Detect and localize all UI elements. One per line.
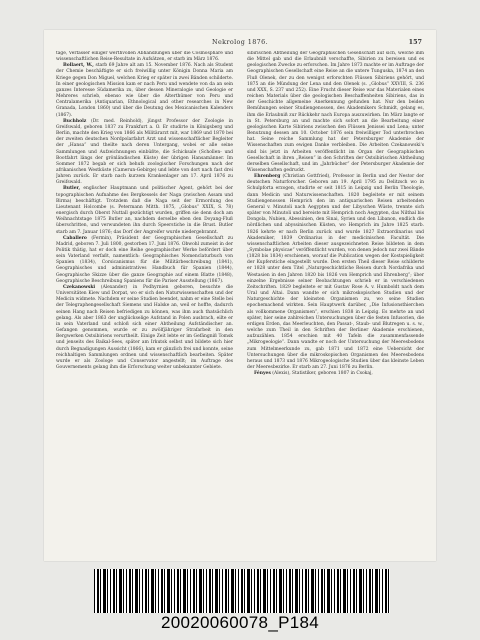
entry-paragraph: [56, 63, 233, 118]
entry-head: Caballero: [63, 235, 87, 241]
entry-paragraph: [56, 51, 233, 63]
entry-head: Bollaert, W.,: [63, 63, 94, 69]
entry-text: (Christian Gottfried), Professor in Berlin und der Nestor der deutschen Naturforscher. Geboren am 19. April 1795 zu Delitzsch wo in Schulpforta erzogen, studirte er seit 1815 in Leipzig und Berlin Theologie, dann Medicin und Naturwissenschaften. 1820 begleitete er mit seinem Studiengenossen Hemprich den im antiquarischen Reisen arbeitenden General v. Minutoli nach Aegypten und der Libyschen Wüste, trennte sich später von Minutoli und bereiste mit Hemprich noch Aegypten, das Nilthal bis Dongola, Nubien, Abessinien, den Sinai, Syrien und den Libanon, endlich die nördlichen und abyssinischen Küsten, wo Hemprich im Jahre 1825 starb. 1826 kehrte er nach Berlin zurück und wurde 1827 Extraordinarius und Akademiker, 1839 Ordinarius in der medicinischen Facultät. Die wissenschaftlichen Arbeiten dieser ausgezeichneten Reise bildeten in dem „Symbolae physicae“ veröffentlicht wurden, von denen jedoch nur zwei Bände (1828 bis 1834) erschienen, worauf die Publication wegen der Kostspieligkeit der Kupferstiche eingestellt wurde. Den ersten Theil dieser Reise schilderte er 1828 unter dem Titel „Naturgeschichtliche Reisen durch Nordafrika und Westasien in den Jahren 1820 bis 1826 von Hemprich und Ehrenberg“; über einzelne Ergebnisse seiner Beobachtungen schrieb er in verschiedenen Zeitschriften. 1829 begleitete er mit Gustav Rose A. v. Humboldt nach dem Ural und Altai. Dann wandte er sich mikroskopischen Studien und der Naturgeschichte der kleinsten Organismen zu, wo seine Studien epochemachend wirkten. Sein Hauptwerk darüber, „Die Infusionsthierchen als vollkommene Organismen“, erschien 1838 in Leipzig. Es mehrte an und später, hier seine zahlreichen Untersuchungen über die festen Infusorien, die erdigen Erden, das Meerleuchten, den Passat-, Staub- und Blutregen u. s. w., welche zum Theil in den Schriften der Berliner Akademie erschienen, aufzuzählen. 1854 erschien mit 40 Tafeln die zusammenfassende „Mikrogeologie“. Dann wandte er noch der Untersuchung der Meeresbodens zum Mittelmeerkunde zu, gab 1871 und 1872 eine Uebersicht der Untersuchungen über die mikroskopischen Organismen des Meeresbodens heraus und 1873 und 1876 Mikrogeologische Studien über das kleinste Leben der Meeresbezirke. Er starb am 27. Juni 1876 zu Berlin.: [247, 174, 424, 370]
entry-paragraph: [56, 236, 233, 285]
entry-paragraph: [56, 285, 233, 371]
running-title: Nekrolog 1876.: [211, 38, 269, 46]
page-number: 157: [408, 38, 422, 46]
entry-head: Ehrenberg: [254, 174, 281, 180]
entry-text: starb 69 Jahre alt am 15. November 1876. Nach als Student der Chemie beschäftigte er sich freiwillig unter Königin Donna Maria am Kriege gegen Don Miguel, welchen Krieg er später in zwei Bänden schilderte. In einer geologischen Mission kam er nach Peru und wendete von da an sein ganzes Interesse Südamerika zu, über dessen Mineralogie und Geologie er Mehreres schrieb, ebenso wie über die Alterthümer von Peru und Centralamerika (Antiquarian, Ethnological and other researches in New Granada, London 1860) und über die Deutung des Mexicanischen Kalenders (1867).: [56, 63, 233, 118]
barcode-label: 20020060078_P184: [161, 613, 319, 632]
entry-head: Butler,: [63, 186, 81, 192]
entry-paragraph: [247, 174, 424, 371]
right-column: [247, 51, 424, 555]
entry-text: sibirischen Abtheilung der Geographischen Gesellschaft auf sich, welche ihm die Mittel gab und die Erlaubniß verschaffte, Sibirien zu bereisen und es geologischen Zwecke zu erforschen. Im Jahre 1873 machte er im Auftrage der Geographischen Gesellschaft eine Reise an die untere Tunguska, 1874 an den Fluß Olenek, der zu den wenigst erforschten Flüssen Sibiriens gehört, und 1875 an die Mündung der Lena und den Olenek (s. „Globus“ XXVIII, S. 236 und XXX, S. 237 und 252). Eine Frucht dieser Reise war das Materialen eines reichen Materials über die geologischen Beschaffenheiten Sibiriens, das in der Geschichte allgemeine Anerkennung gefunden hat. Nur den beiden Bemühungen seiner Studiengenossen, des Akademikers Schmidt, gelang es, ihm die Erlaubniß zur Rückkehr nach Europa auszuwirken. Im März langte er in St. Petersburg an und machte sich sofort an die Bearbeitung einer geologischen Karte Sibiriens zwischen den Flüssen Jenissei und Lena; unter Benutzung dessen am 10. October 1876 sein freiwilliger Tod unterbrochen hat. Seine reiche Sammlung hat der Petersburger Akademie der Wissenschaften zum ewigen Danke verbleiben. Die Arbeiten Czekanowski's sind bis jetzt in Arbeiten veröffentlicht im Organ der Geographischen Gesellschaft in ihren „Reisen“ in den Schriften der Ostsibirischen Abtheilung derselben Gesellschaft, und im „Jahrbücher“ der Petersburger Akademie der Wissenschaften gedruckt.: [247, 51, 424, 173]
entry-text: (Dr. med. Reinhold), jüngst Professor der Zoologie in Greifswald, geboren 1837 zu Frankfurt a. O. Er studirte in Königsberg und Berlin, machte den Krieg von 1866 als Militärarzt mit, war 1869 und 1870 bei der zweiten deutschen Nordpolarfahrt Arzt und wissenschaftlicher Begleiter der „Hansa“ und theilte nach deren Untergang, wobei er alle seine Sammlungen und Aufzeichnungen einbüßte, die Schicksale (Schollen- und Bootfahrt längs der grönländischen Küste) der übrigen Hansamänner. Im Sommer 1872 begab er sich behufs zoologischer Forschungen nach der afrikanischen Westküste (Camerun-Gebirge) und lebte von dort nach fast drei Jahren zurück. Er starb nach kurzem Krankenlager am 17. April 1876 zu Greifswald.: [56, 118, 233, 186]
barcode: [94, 569, 390, 613]
entry-head: Fényes: [254, 371, 271, 377]
running-header: [44, 36, 436, 48]
entry-head: Buchholz: [63, 118, 87, 124]
entry-head: Czekanowski: [63, 284, 96, 290]
entry-text: (Alexander) in Podhyrnien geboren, besuchte die Universitäten Kiew und Dorpat, wo er sich den Naturwissenschaften und der Medicin widmete. Nachdem er seine Studien beendet, nahm er eine Stelle bei der Telegraphengesellschaft Siemens und Halske an, weil er hoffte, dadurch seinen Hang nach Reisen befriedigen zu können, was ihm auch thatsächlich gelang. Als aber 1863 der unglückselige Aufstand in Polen ausbrach, eilte er in sein Vaterland und schloß sich einer Abtheilung Aufständischer an. Gefangen genommen, wurde er zu zwölfjähriger Strafarbeit in den Bergwerken Ostsibiriens verurtheilt. Einige Zeit lebte er im Gefängniß Tomsk und jenseits des Baikal-Sees, später am Irkutsk selbst und bildete sich hier durch Begnadigungen Aussicht (1866), kam er gänzlich frei und konnte, seine reichhaltigen Sammlungen ordnen und wissenschaftlich bearbeiten. Später wurde er als Zoologe und Conservator angestellt; im Auftrage des Gouvernements gelang ihm die Erforschung weiter unbekannter Gebiete.: [56, 284, 233, 370]
left-column: [56, 51, 233, 555]
entry-text: (Alexis), Statistiker, geboren 1807 in Csokaj,: [272, 371, 373, 377]
entry-paragraph: [56, 186, 233, 235]
entry-text: (Fermin), Präsident der Geographischen Gesellschaft zu Madrid, geboren 7. Juli 1800, gestorben 17. Juni 1876. Obwohl zumeist in der Politik thätig, hat er doch eine Reihe geographischer Werke befördert über sein Vaterland verfaßt, namentlich: Geographisches Nomenclaturbuch von Spanien (1834), Corsicanismus für die Militärbeschreibung (1841), Geographisches und administratives Handbuch für Spanien (1844), Geographische Skizze über die ganze Geographie auf einem Blatte (1848), Geographische Beschreibung Spaniens für die Pariser Ausstellung (1867).: [56, 235, 233, 284]
entry-paragraph: [56, 119, 233, 187]
entry-text: englischer Hauptmann und politischer Agent, gehört bei der topographischen Aufnahme des Bergkessels der Naga (zwischen Assam und Birma) beschäftigt. Trotzdem daß die Naga seit der Ermordung des Lieutenant Holcombe (s. Petermann Mitth. 1875, „Globus“ XXIX, S. 78) energisch durch Oberst Nuttall gezüchtigt wurden, griffen sie denn doch am Weihnachtstage 1875 Butler an, nachdem derselbe eben den Doyang-Fluß überschritten, und verwundeten ihn durch Speerstiche in die Brust. Butler starb am 7. Januar 1876; das Dorf der Angreifer wurde niedergebrannt.: [56, 186, 233, 235]
entry-paragraph: [247, 371, 424, 377]
book-page: [44, 30, 436, 561]
entry-text: tage, Verfasser einiger werthvollen Abhandlungen über die Cosmosphäre und wissenschaftlichen Reise-Resultate in Aufsätzen, er starb im März 1876.: [56, 51, 233, 63]
entry-paragraph: [247, 51, 424, 174]
